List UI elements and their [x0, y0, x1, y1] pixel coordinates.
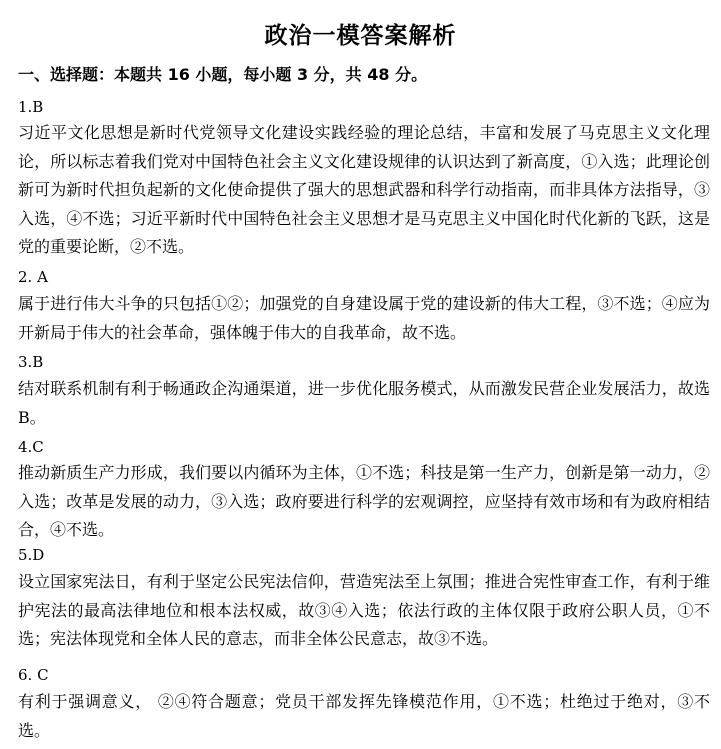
question-6-analysis: 有利于强调意义， ②④符合题意；党员干部发挥先锋模范作用，①不选；杜绝过于绝对，③不选。 — [18, 692, 710, 740]
question-2-number: 2. A — [18, 268, 48, 286]
question-1-number: 1.B — [18, 98, 44, 116]
question-3-number: 3.B — [18, 353, 44, 371]
question-2-analysis: 属于进行伟大斗争的只包括①②；加强党的自身建设属于党的建设新的伟大工程，③不选；④应为开新局于伟大的社会革命，强体魄于伟大的自我革命，故不选。 — [18, 294, 710, 342]
question-3-analysis: 结对联系机制有利于畅通政企沟通渠道，进一步优化服务模式，从而激发民营企业发展活力，故选 B。 — [18, 379, 710, 427]
question-1-analysis: 习近平文化思想是新时代党领导文化建设实践经验的理论总结，丰富和发展了马克思主义文化理论，所以标志着我们党对中国特色社会主义文化建设规律的认识达到了新高度，①入选；此理论创新可为新时代担负起新的文化使命提供了强大的思想武器和科学行动指南，而非具体方法指导，③入选，④不选；习近平新时代中国特色社会主义思想才是马克思主义中国化时代化新的飞跃，这是党的重要论断，②不选。 — [18, 123, 710, 256]
question-6-number: 6. C — [18, 666, 49, 684]
question-5-analysis: 设立国家宪法日，有利于坚定公民宪法信仰，营造宪法至上氛围；推进合宪性审查工作，有利于维护宪法的最高法律地位和根本法权威，故③④入选；依法行政的主体仅限于政府公职人员，①不选；宪法体现党和全体人民的意志，而非全体公民意志，故③不选。 — [18, 572, 710, 648]
section-heading: 一、选择题：本题共 16 小题，每小题 3 分，共 48 分。 — [18, 65, 428, 84]
question-4-analysis: 推动新质生产力形成，我们要以内循环为主体，①不选；科技是第一生产力，创新是第一动力，②入选；改革是发展的动力，③入选；政府要进行科学的宏观调控，应坚持有效市场和有为政府相结合，④不选。 — [18, 463, 710, 539]
page-title: 政治一模答案解析 — [264, 23, 457, 49]
question-4-number: 4.C — [18, 438, 44, 456]
question-5-number: 5.D — [18, 546, 45, 564]
